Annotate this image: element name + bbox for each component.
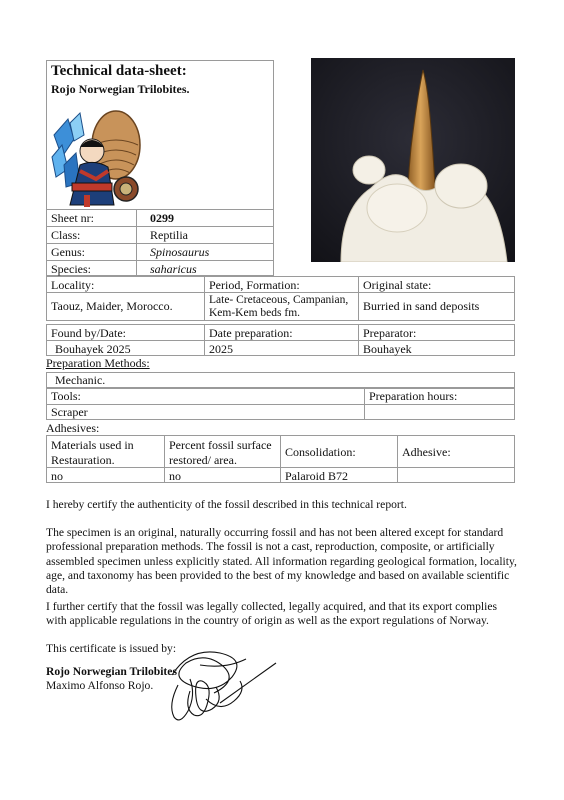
original-state-label: Original state: <box>363 279 432 292</box>
species-label: Species: <box>51 263 91 276</box>
spinosaurus-tooth-photo <box>311 58 515 262</box>
original-state-value: Burried in sand deposits <box>363 300 480 313</box>
date-preparation-value: 2025 <box>209 343 233 356</box>
materials-value: no <box>51 470 63 483</box>
genus-label: Genus: <box>51 246 85 259</box>
preparation-hours-label: Preparation hours: <box>369 390 458 403</box>
percent-restored-value: no <box>169 470 181 483</box>
certificate-paragraph-1: I hereby certify the authenticity of the fossil described in this technical report. <box>46 498 407 511</box>
document-title: Technical data-sheet: <box>51 63 187 79</box>
found-by-value: Bouhayek 2025 <box>55 343 131 356</box>
issuer-company: Rojo Norwegian Trilobites <box>46 665 177 678</box>
period-value: Late- Cretaceous, Campanian, Kem-Kem beds fm. <box>209 294 349 319</box>
class-label: Class: <box>51 229 81 242</box>
preparator-label: Preparator: <box>363 327 417 340</box>
tools-value: Scraper <box>51 406 88 419</box>
class-value: Reptilia <box>150 229 188 242</box>
samurai-trilobite-logo <box>50 105 146 209</box>
percent-restored-label: Percent fossil surface restored/ area. <box>169 438 272 467</box>
sheet-nr-label: Sheet nr: <box>51 212 94 225</box>
preparation-methods-heading: Preparation Methods: <box>46 357 150 370</box>
handwritten-signature <box>150 645 280 725</box>
locality-label: Locality: <box>51 279 95 292</box>
period-label: Period, Formation: <box>209 279 300 292</box>
species-value: saharicus <box>150 263 197 276</box>
materials-label: Materials used in Restauration. <box>51 438 134 467</box>
methods-box <box>46 372 515 388</box>
methods-value: Mechanic. <box>55 374 106 387</box>
genus-value: Spinosaurus <box>150 246 210 259</box>
consolidation-value: Palaroid B72 <box>285 470 348 483</box>
preparator-value: Bouhayek <box>363 343 412 356</box>
consolidation-label: Consolidation: <box>285 446 356 459</box>
date-preparation-label: Date preparation: <box>209 327 293 340</box>
certificate-paragraph-2: The specimen is an original, naturally occurring fossil and has not been altered except for standard professional preparation methods. The fossil is not a cast, reproduction, composite, or artificially assembled specimen unless explicitly stated. All information regarding geological formation, locality, age, and taxonomy has been provided to the best of my knowledge and based on available scientific data. <box>46 526 517 597</box>
locality-value: Taouz, Maider, Morocco. <box>51 300 173 313</box>
document-subtitle: Rojo Norwegian Trilobites. <box>51 82 190 96</box>
issuer-name: Maximo Alfonso Rojo. <box>46 679 154 692</box>
certificate-paragraph-4: This certificate is issued by: <box>46 642 177 655</box>
found-by-label: Found by/Date: <box>51 327 126 340</box>
adhesives-heading: Adhesives: <box>46 422 100 435</box>
tools-label: Tools: <box>51 390 81 403</box>
sheet-nr-value: 0299 <box>150 212 174 225</box>
adhesive-label: Adhesive: <box>402 446 451 459</box>
certificate-paragraph-3: I further certify that the fossil was legally collected, legally acquired, and that its export complies with applicable regulations in the country of origin as well as the export regulations of Norway. <box>46 600 498 628</box>
